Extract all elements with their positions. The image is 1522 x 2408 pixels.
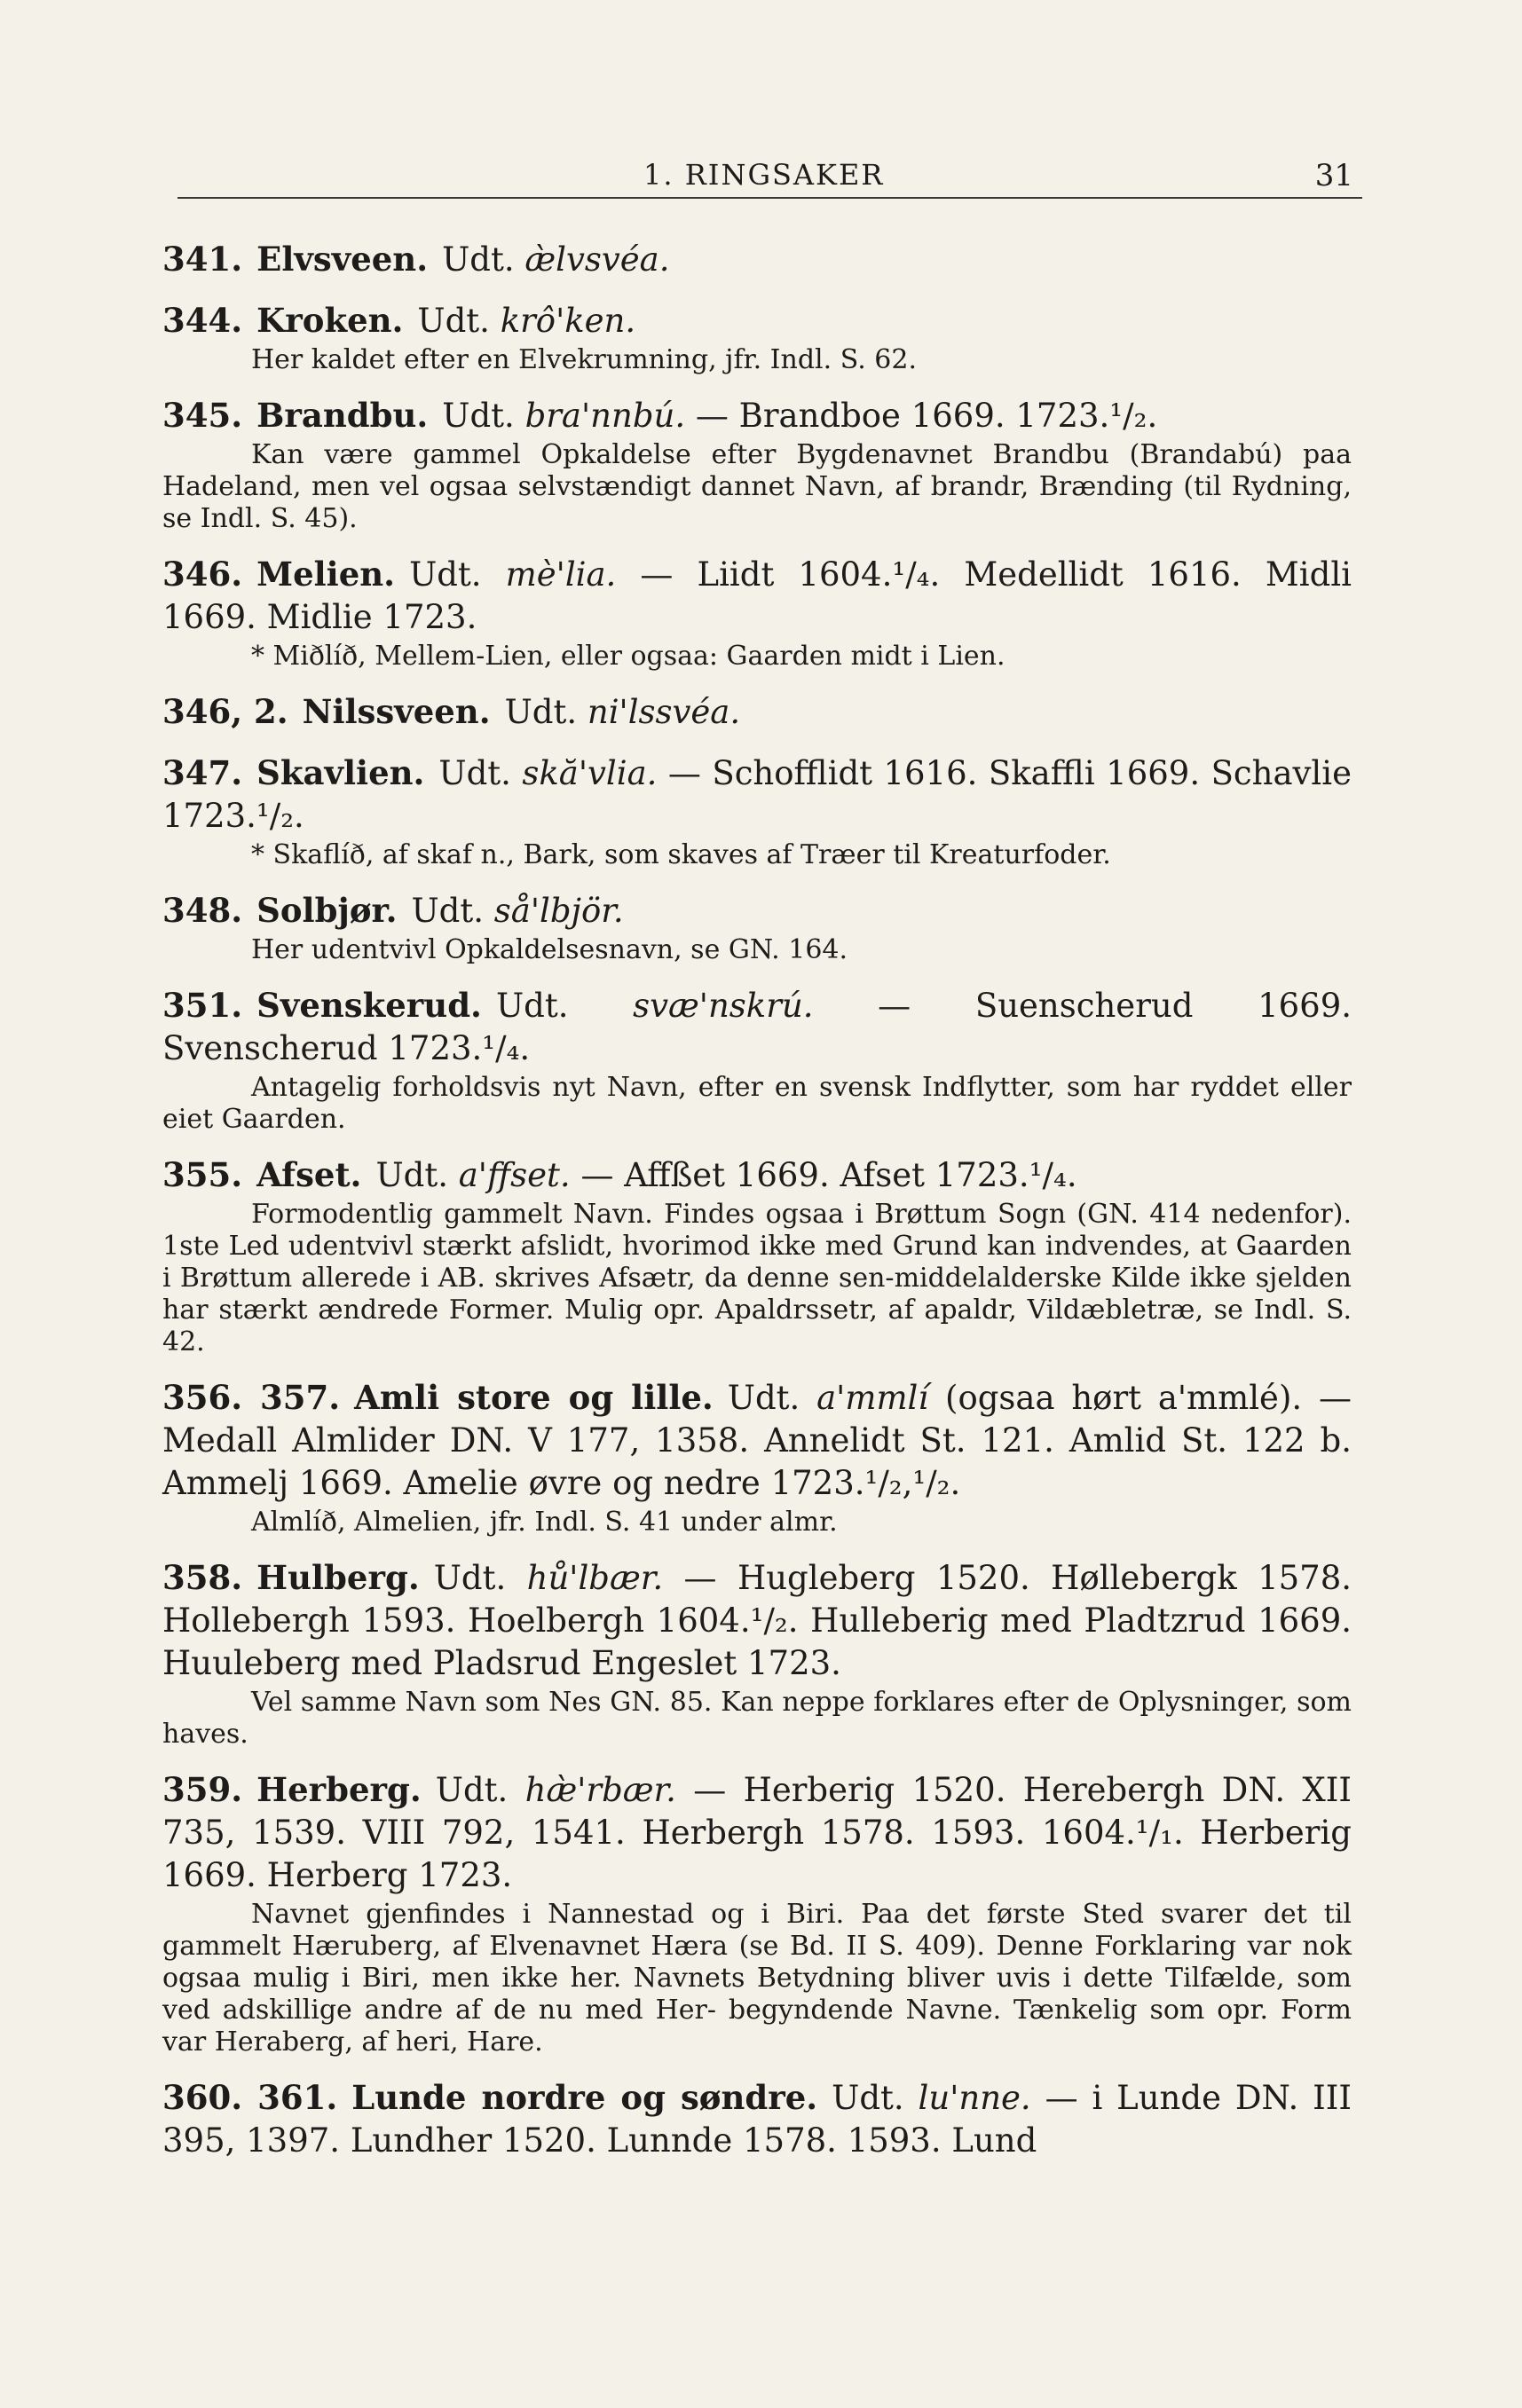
entry-udt: Udt.: [727, 1379, 817, 1417]
running-header: [177, 158, 1367, 195]
entry-344: [162, 299, 1352, 376]
entry-udt: Udt.: [433, 1559, 527, 1597]
entry-348: [162, 889, 1352, 966]
farm-name: Brandbu.: [256, 396, 429, 435]
entry-356-357: [162, 1376, 1352, 1538]
entry-forms: — Affßet 1669. Afset 1723.¹/₄.: [570, 1156, 1077, 1194]
entry-udt: Udt.: [375, 1156, 459, 1194]
entry-341: [162, 238, 1352, 281]
entry-note: Navnet gjenfindes i Nannestad og i Biri. Paa det første Sted svarer det til gammelt Hæruberg, af Elvenavnet Hæra (se Bd. II S. 409). Denne Forklaring var nok ogsaa mulig i Biri, men ikke her. Navnets Betydning bliver uvis i dette Tilfælde, som ved adskillige andre af de nu med Her- begyndende Navne. Tænkelig som opr. Form var Heraberg, af heri, Hare.: [162, 1899, 1352, 2058]
pronunciation: hæ̀'rbær.: [524, 1771, 676, 1809]
page-number: 31: [1314, 158, 1353, 193]
entry-forms: — Hugleberg 1520. Høllebergk 1578. Hollebergh 1593. Hoelbergh 1604.¹/₂. Hulleberig med Pladtzrud 1669. Huuleberg med Pladsrud Engeslet 1723.: [162, 1559, 1352, 1682]
entry-udt: Udt.: [504, 693, 588, 731]
pronunciation: krô'ken.: [500, 302, 636, 340]
entry-note: Almlíð, Almelien, jfr. Indl. S. 41 under almr.: [251, 1507, 838, 1538]
entry-number: 356. 357.: [162, 1378, 341, 1417]
entry-346: [162, 553, 1352, 673]
entry-note: Antagelig forholdsvis nyt Navn, efter en svensk Indflytter, som har ryddet eller eiet Gaarden.: [162, 1072, 1352, 1135]
pronunciation: hů'lbær.: [526, 1559, 664, 1597]
pronunciation: mè'lia.: [505, 555, 617, 594]
entry-note: Formodentlig gammelt Navn. Findes ogsaa i Brøttum Sogn (GN. 414 nedenfor). 1ste Led udentvivl stærkt afslidt, hvorimod ikke med Grund kan indvendes, at Gaarden i Brøttum allerede i AB. skrives Afsætr, da denne sen-middelalderske Kilde ikke sjelden har stærkt ændrede Former. Mulig opr. Apaldrssetr, af apaldr, Vildæbletræ, se Indl. S. 42.: [162, 1199, 1352, 1357]
entry-number: 348.: [162, 891, 243, 930]
entry-note: * Skaflíð, af skaf n., Bark, som skaves af Træer til Kreaturfoder.: [251, 839, 1111, 870]
entry-number: 341.: [162, 240, 243, 279]
farm-name: Hulberg.: [256, 1558, 420, 1597]
entry-number: 359.: [162, 1770, 243, 1809]
entry-udt: Udt.: [409, 555, 506, 594]
header-rule: [177, 197, 1362, 199]
pronunciation: ni'lssvéa.: [587, 693, 741, 731]
entry-number: 351.: [162, 986, 243, 1025]
entry-number: 346, 2.: [162, 692, 288, 731]
entry-359: [162, 1768, 1352, 2058]
entry-forms: — Liidt 1604.¹/₄. Medellidt 1616. Midli 1669. Midlie 1723.: [162, 555, 1352, 636]
entry-number: 345.: [162, 396, 243, 435]
entry-udt: Udt.: [832, 2079, 919, 2117]
entry-udt: Udt.: [438, 754, 523, 792]
entry-number: 347.: [162, 753, 243, 792]
entry-number: 346.: [162, 555, 243, 594]
farm-name: Elvsveen.: [256, 240, 429, 279]
entry-number: 358.: [162, 1558, 243, 1597]
entry-forms: — Suenscherud 1669. Svenscherud 1723.¹/₄.: [162, 987, 1352, 1067]
farm-name: Svenskerud.: [256, 986, 482, 1025]
entry-number: 360. 361.: [162, 2078, 338, 2117]
entry-345: [162, 394, 1352, 535]
pronunciation: svæ'nskrú.: [633, 987, 814, 1025]
entry-360-361: [162, 2076, 1352, 2162]
entry-forms: — Brandboe 1669. 1723.¹/₂.: [685, 397, 1158, 435]
entry-number: 344.: [162, 301, 243, 340]
entry-346-2: [162, 690, 1352, 734]
entry-forms: — Schofflidt 1616. Skaffli 1669. Schavlie 1723.¹/₂.: [162, 754, 1352, 835]
farm-name: Afset.: [256, 1155, 362, 1194]
chapter-title: 1. RINGSAKER: [643, 158, 885, 192]
pronunciation: så'lbjör.: [493, 892, 624, 930]
pronunciation: æ̀lvsvéa.: [524, 240, 670, 279]
entry-358: [162, 1556, 1352, 1751]
entry-number: 355.: [162, 1155, 243, 1194]
entries-column: [162, 238, 1352, 2162]
pronunciation: bra'nnbú.: [524, 397, 686, 435]
entry-udt: Udt.: [417, 302, 501, 340]
entry-forms: — Herberig 1520. Herebergh DN. XII 735, 1539. VIII 792, 1541. Herbergh 1578. 1593. 1604.¹/₁. Herberig 1669. Herberg 1723.: [162, 1771, 1352, 1894]
farm-name: Nilssveen.: [302, 692, 491, 731]
entry-udt: Udt.: [411, 892, 494, 930]
farm-name: Melien.: [256, 555, 396, 594]
farm-name: Solbjør.: [256, 891, 398, 930]
entry-note: * Miðlíð, Mellem-Lien, eller ogsaa: Gaarden midt i Lien.: [251, 641, 1005, 672]
entry-forms: (ogsaa hørt a'mmlé). — Medall Almlider DN. V 177, 1358. Annelidt St. 121. Amlid St. 122 b. Ammelj 1669. Amelie øvre og nedre 1723.¹/₂,¹/₂.: [162, 1379, 1352, 1502]
entry-forms: — i Lunde DN. III 395, 1397. Lundher 1520. Lunnde 1578. 1593. Lund: [162, 2079, 1352, 2160]
pronunciation: a'mmlí: [816, 1379, 929, 1417]
entry-udt: Udt.: [442, 240, 525, 279]
farm-name: Herberg.: [256, 1770, 422, 1809]
farm-name: Amli store og lille.: [354, 1378, 714, 1417]
entry-udt: Udt.: [495, 987, 634, 1025]
entry-note: Her kaldet efter en Elvekrumning, jfr. Indl. S. 62.: [251, 344, 917, 375]
entry-udt: Udt.: [442, 397, 525, 435]
entry-347: [162, 752, 1352, 871]
pronunciation: skă'vlia.: [522, 754, 658, 792]
entry-note: Her udentvivl Opkaldelsesnavn, se GN. 164.: [251, 934, 848, 965]
entry-note: Vel samme Navn som Nes GN. 85. Kan neppe forklares efter de Oplysninger, som haves.: [162, 1687, 1352, 1750]
entry-355: [162, 1153, 1352, 1358]
entry-udt: Udt.: [435, 1771, 525, 1809]
pronunciation: lu'nne.: [918, 2079, 1031, 2117]
pronunciation: a'ffset.: [458, 1156, 571, 1194]
farm-name: Lunde nordre og søndre.: [351, 2078, 818, 2117]
entry-note: Kan være gammel Opkaldelse efter Bygdenavnet Brandbu (Brandabú) paa Hadeland, men vel ogsaa selvstændigt dannet Navn, af brandr, Brænding (til Rydning, se Indl. S. 45).: [162, 439, 1352, 534]
entry-351: [162, 984, 1352, 1136]
farm-name: Skavlien.: [256, 753, 425, 792]
farm-name: Kroken.: [256, 301, 404, 340]
